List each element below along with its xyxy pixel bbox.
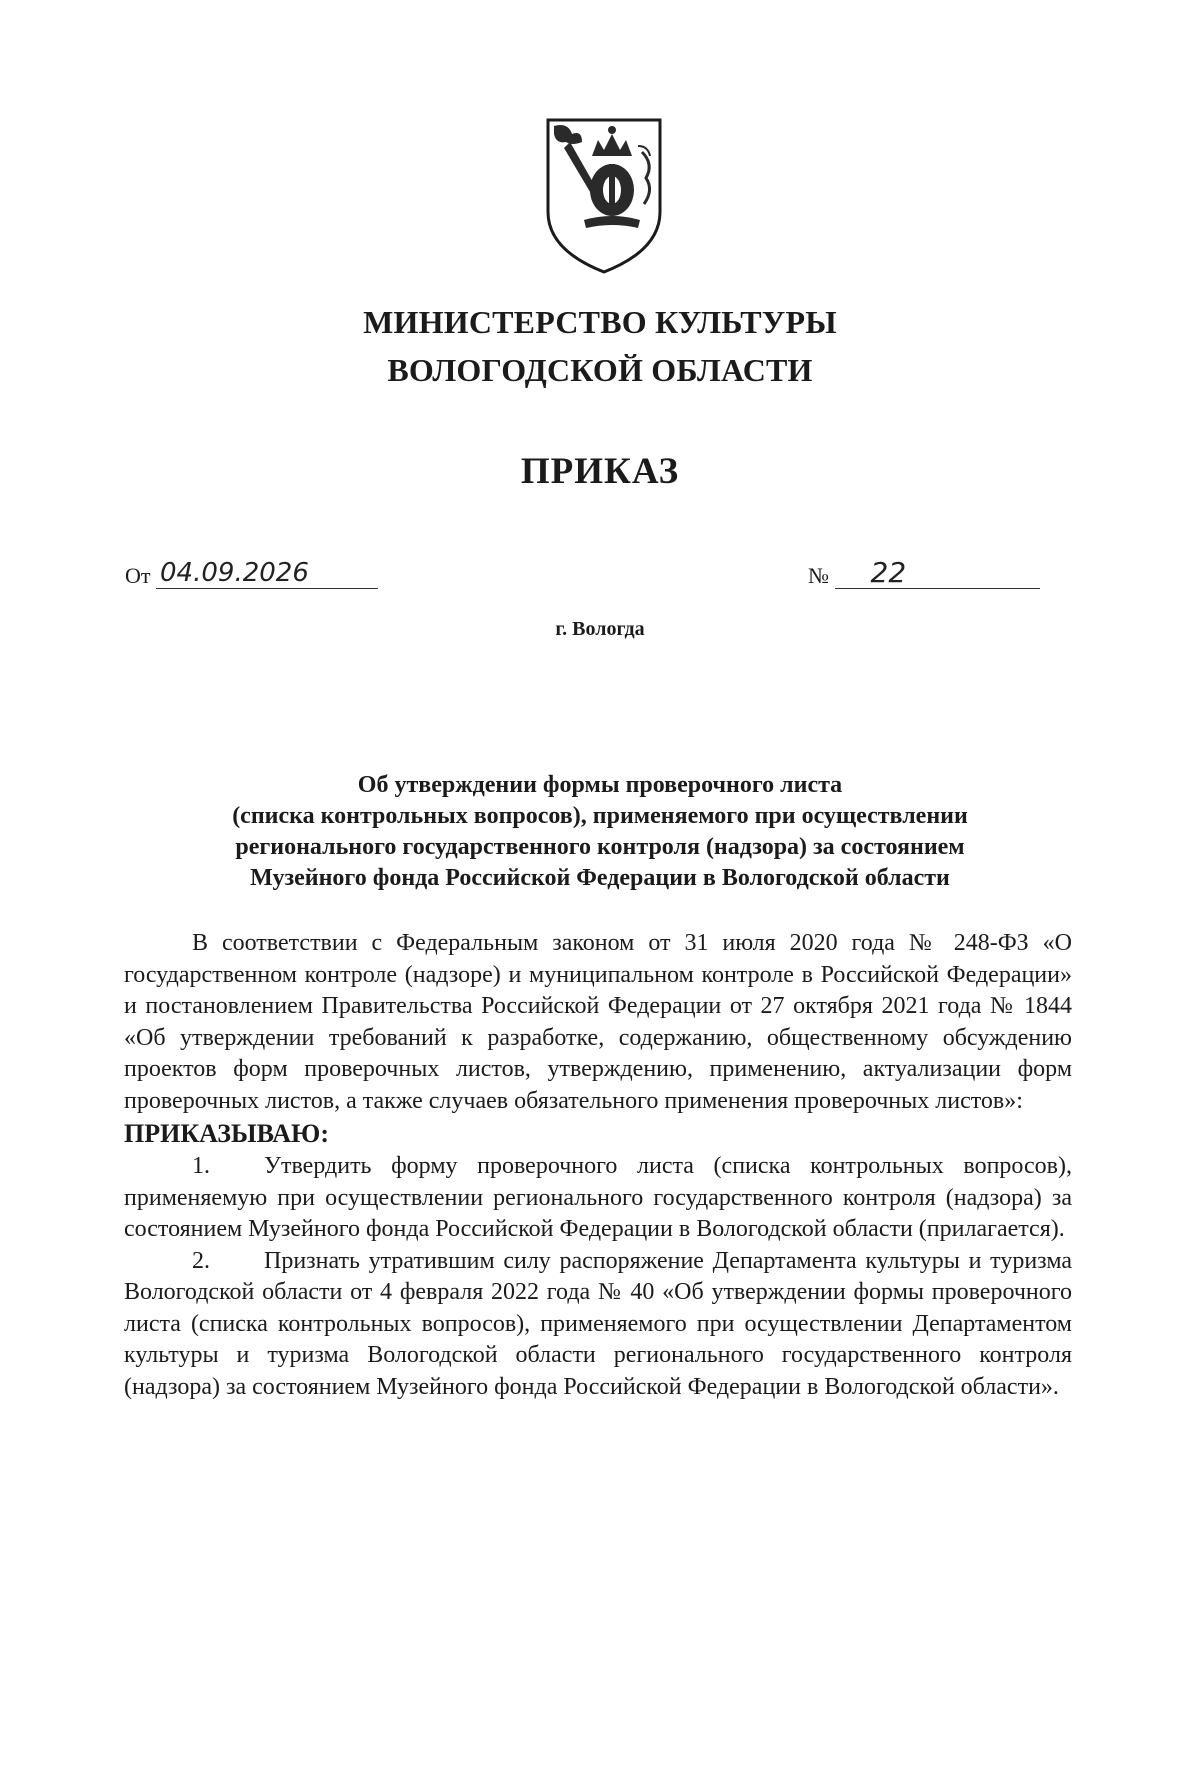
document-type-title: ПРИКАЗ (520, 451, 680, 492)
order-item-text: Утвердить форму проверочного листа (списка контрольных вопросов), применяемую при осуществлении регионального государственного контроля (надзора) за состоянием Музейного фонда Российской Федерации в Вологодской области (прилагается). (124, 1153, 1072, 1242)
date-field (125, 558, 378, 589)
ministry-line-1: МИНИСТЕРСТВО КУЛЬТУРЫ (363, 304, 837, 340)
subject-line-4: Музейного фонда Российской Федерации в Вологодской области (250, 865, 950, 891)
subject-line-1: Об утверждении формы проверочного листа (357, 772, 843, 798)
number-field (808, 558, 1040, 589)
preamble-paragraph: В соответствии с Федеральным законом от 31 июля 2020 года № 248-ФЗ «О государственном контроле (надзоре) и муниципальном контроле в Российской Федерации» и постановлением Правительства Российской Федерации от 27 октября 2021 года № 1844 «Об утверждении требований к разработке, содержанию, общественному обсуждению проектов форм проверочных листов, утверждению, применению, актуализации форм проверочных листов, а также случаев обязательного применения проверочных листов»: (124, 930, 1072, 1114)
subject-line-2: (списка контрольных вопросов), применяемого при осуществлении (232, 803, 968, 829)
document-body (124, 928, 1072, 1403)
number-value: 22 (835, 558, 1040, 589)
order-item-2 (124, 1246, 1072, 1404)
number-label: № (808, 563, 829, 588)
order-item-number: 1. (192, 1153, 210, 1179)
order-item-number: 2. (192, 1247, 210, 1274)
date-value: 04.09.2026 (156, 558, 378, 589)
order-item-1 (124, 1151, 1072, 1246)
order-item-text: Признать утратившим силу распоряжение Департамента культуры и туризма Вологодской области от 4 февраля 2022 года № 40 «Об утверждении формы проверочного листа (списка контрольных вопросов), применяемого при осуществлении Департаментом культуры и туризма Вологодской области регионального государственного контроля (надзора) за состоянием Музейного фонда Российской Федерации в Вологодской области». (124, 1247, 1072, 1400)
ministry-name (0, 298, 1200, 394)
city: г. Вологда (555, 618, 645, 640)
date-label: От (125, 563, 151, 588)
subject-line-3: регионального государственного контроля (надзора) за состоянием (235, 834, 965, 860)
order-word: ПРИКАЗЫВАЮ: (124, 1119, 329, 1148)
ministry-line-2: ВОЛОГОДСКОЙ ОБЛАСТИ (387, 352, 813, 388)
document-subject (120, 770, 1080, 894)
vologda-coat-of-arms-icon (542, 116, 666, 276)
